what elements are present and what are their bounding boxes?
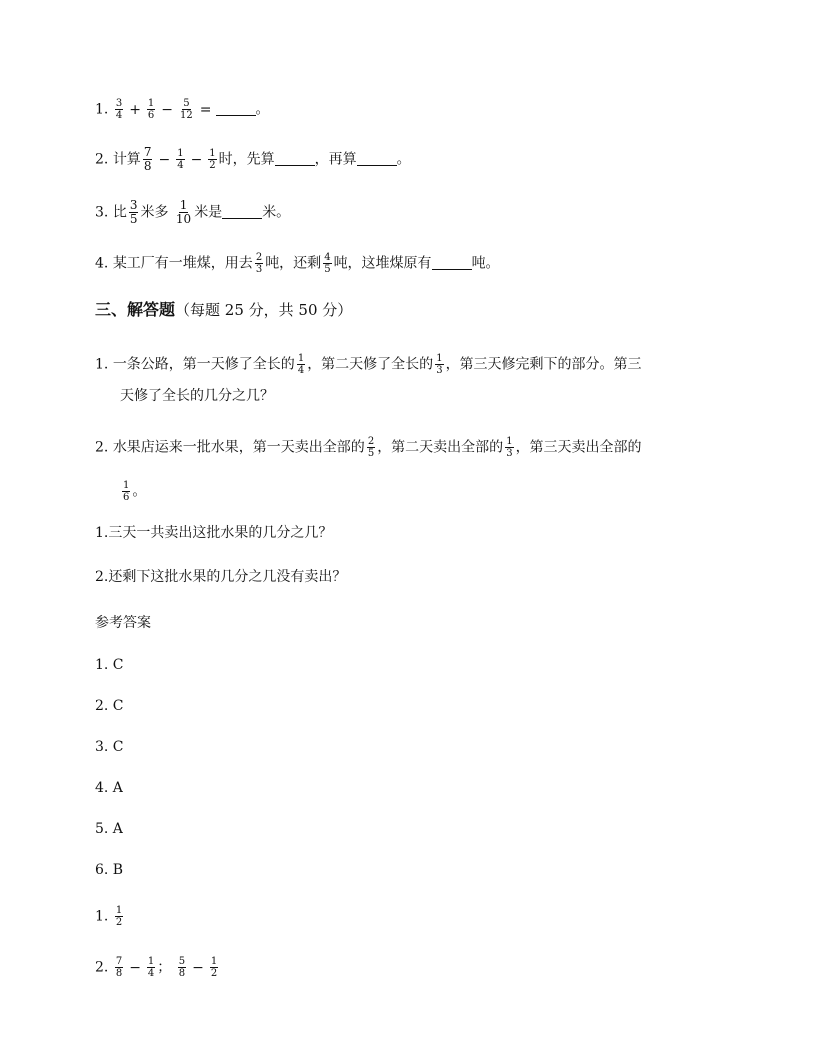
fraction: $\frac{1}{4}$ xyxy=(147,956,155,979)
fraction: $\frac{1}{3}$ xyxy=(506,436,513,459)
fraction: $\frac{3}{5}$ xyxy=(129,198,138,226)
solve-question-2: 2. 水果店运来一批水果，第一天卖出全部的 $\frac{2}{5}$ ，第二天卖出全部的 $\frac{1}{3}$ ，第三天卖出全部的 xyxy=(95,436,642,459)
fraction: $\frac{1}{4}$ xyxy=(177,148,184,171)
solve-question-1-line2: 天修了全长的几分之几？ xyxy=(120,388,274,404)
fraction: $\frac{5}{8}$ xyxy=(178,956,186,979)
fraction: $\frac{1}{2}$ xyxy=(115,905,123,928)
fraction: $\frac{4}{5}$ xyxy=(324,252,331,275)
fraction: $\frac{1}{6}$ xyxy=(147,98,155,121)
answer-blank[interactable] xyxy=(216,101,256,116)
answer-blank[interactable] xyxy=(432,255,472,270)
answer-item: 6. B xyxy=(95,862,124,878)
sub-question-1: 1.三天一共卖出这批水果的几分之几？ xyxy=(95,525,333,541)
fraction: $\frac{1}{4}$ xyxy=(297,353,305,376)
fill-question-3: 3. 比 $\frac{3}{5}$ 米多 $\frac{1}{10}$ 米是 米。 xyxy=(95,198,291,226)
fraction: $\frac{5}{12}$ xyxy=(180,98,193,121)
answer-item: 2. C xyxy=(95,698,124,714)
answer-blank[interactable] xyxy=(222,204,262,219)
fraction: $\frac{1}{2}$ xyxy=(210,956,218,979)
fraction: $\frac{7}{8}$ xyxy=(115,956,123,979)
answer-fill-2: 2. $\frac{7}{8}$ − $\frac{1}{4}$ ； $\frac{5}{8}$ − $\frac{1}{2}$ xyxy=(95,956,218,979)
fraction: $\frac{2}{3}$ xyxy=(255,252,263,275)
answer-item: 4. A xyxy=(95,780,123,796)
fraction: $\frac{3}{4}$ xyxy=(115,98,123,121)
solve-question-1: 1. 一条公路，第一天修了全长的 $\frac{1}{4}$ ，第二天修了全长的 $\frac{1}{3}$ ，第三天修完剩下的部分。第三 xyxy=(95,353,642,376)
answer-blank[interactable] xyxy=(275,151,315,166)
fill-question-4: 4. 某工厂有一堆煤，用去 $\frac{2}{3}$ 吨，还剩 $\frac{4}{5}$ 吨，这堆煤原有 吨。 xyxy=(95,252,500,275)
solve-question-2-line2: $\frac{1}{6}$ 。 xyxy=(123,480,147,503)
fill-question-2: 2. 计算 $\frac{7}{8}$ − $\frac{1}{4}$ − $\frac{1}{2}$ 时，先算 ，再算 。 xyxy=(95,145,411,173)
fraction: $\frac{2}{5}$ xyxy=(367,436,375,459)
answer-item: 5. A xyxy=(95,821,123,837)
sub-question-2: 2.还剩下这批水果的几分之几没有卖出？ xyxy=(95,569,347,585)
answer-blank[interactable] xyxy=(357,151,397,166)
fraction: $\frac{1}{2}$ xyxy=(209,148,216,171)
fraction: $\frac{1}{10}$ xyxy=(175,198,192,226)
fraction: $\frac{7}{8}$ xyxy=(143,145,152,173)
answer-item: 1. C xyxy=(95,657,124,673)
fraction: $\frac{1}{3}$ xyxy=(436,353,443,376)
answer-item: 3. C xyxy=(95,739,124,755)
section-heading: 三、解答题（每题 25 分，共 50 分） xyxy=(95,300,353,319)
fraction: $\frac{1}{6}$ xyxy=(123,480,130,503)
answers-title: 参考答案 xyxy=(95,615,151,631)
answer-fill-1: 1. $\frac{1}{2}$ xyxy=(95,905,123,928)
fill-question-1: 1. $\frac{3}{4}$ + $\frac{1}{6}$ − $\frac{5}{12}$ = 。 xyxy=(95,98,270,121)
